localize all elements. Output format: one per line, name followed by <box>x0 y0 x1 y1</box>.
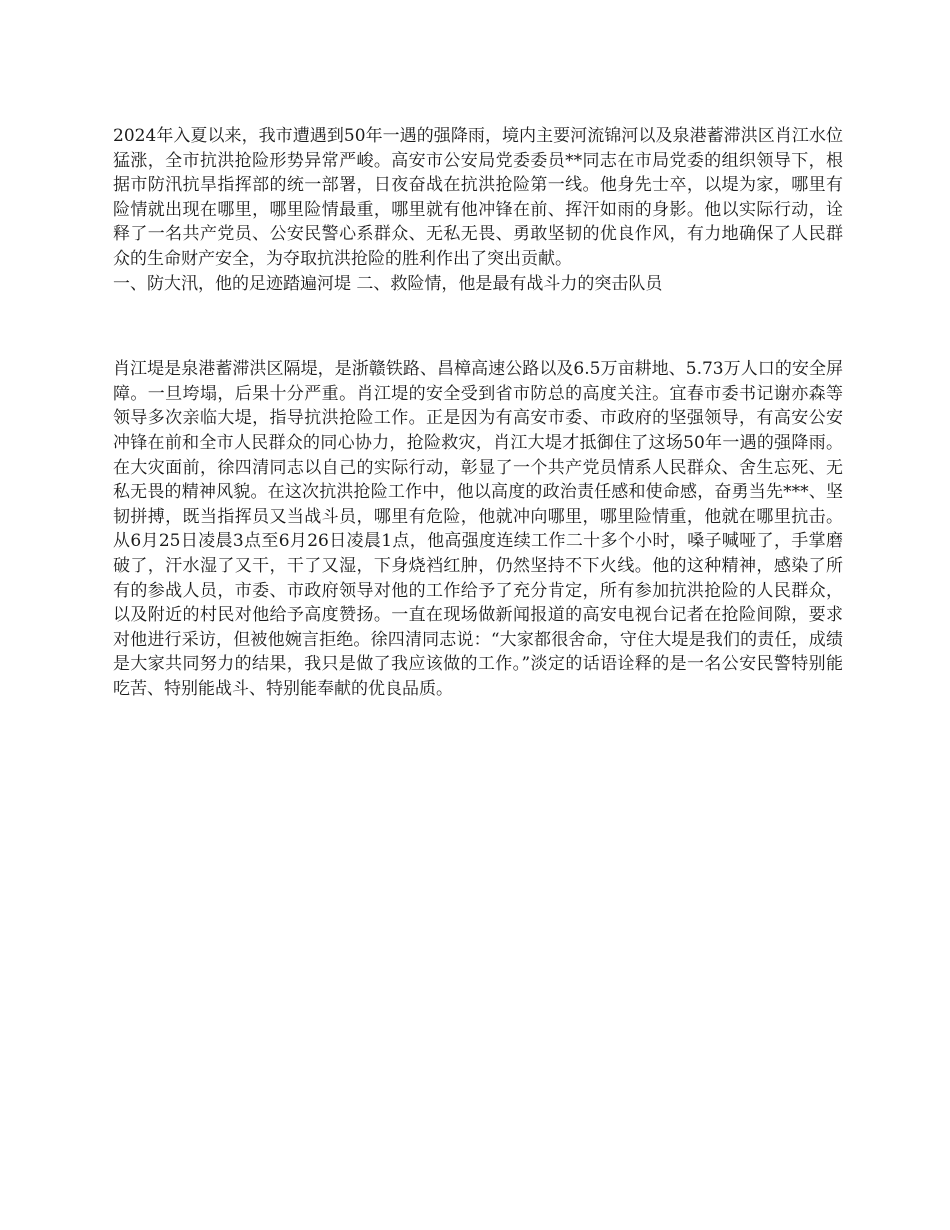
intro-paragraph: 2024年入夏以来，我市遭遇到50年一遇的强降雨，境内主要河流锦河以及泉港蓄滞洪区肖江水位猛涨，全市抗洪抢险形势异常严峻。高安市公安局党委委员**同志在市局党委的组织领导下，根据市防汛抗旱指挥部的统一部署，日夜奋战在抗洪抢险第一线。他身先士卒，以堤为家，哪里有险情就出现在哪里，哪里险情最重，哪里就有他冲锋在前、挥汗如雨的身影。他以实际行动，诠释了一名共产党员、公安民警心系群众、无私无畏、勇敢坚韧的优良作风，有力地确保了人民群众的生命财产安全，为夺取抗洪抢险的胜利作出了突出贡献。 <box>113 126 843 269</box>
section-headings: 一、防大汛，他的足迹踏遍河堤 二、救险情，他是最有战斗力的突击队员 <box>113 273 663 294</box>
body-paragraph: 肖江堤是泉港蓄滞洪区隔堤，是浙赣铁路、昌樟高速公路以及6.5万亩耕地、5.73万人口的安全屏障。一旦垮塌，后果十分严重。肖江堤的安全受到省市防总的高度关注。宜春市委书记谢亦森等领导多次亲临大堤，指导抗洪抢险工作。正是因为有高安市委、市政府的坚强领导，有高安公安冲锋在前和全市人民群众的同心协力，抢险救灾，肖江大堤才抵御住了这场50年一遇的强降雨。在大灾面前，徐四清同志以自己的实际行动，彰显了一个共产党员情系人民群众、舍生忘死、无私无畏的精神风貌。在这次抗洪抢险工作中，他以高度的政治责任感和使命感，奋勇当先***、坚韧拼搏，既当指挥员又当战斗员，哪里有危险，他就冲向哪里，哪里险情重，他就在哪里抗击。从6月25日凌晨3点至6月26日凌晨1点，他高强度连续工作二十多个小时，嗓子喊哑了，手掌磨破了，汗水湿了又干，干了又湿，下身烧裆红肿，仍然坚持不下火线。他的这种精神，感染了所有的参战人员，市委、市政府领导对他的工作给予了充分肯定，所有参加抗洪抢险的人民群众，以及附近的村民对他给予高度赞扬。一直在现场做新闻报道的高安电视台记者在抢险间隙，要求对他进行采访，但被他婉言拒绝。徐四清同志说：“大家都很舍命，守住大堤是我们的责任，成绩是大家共同努力的结果，我只是做了我应该做的工作。”淡定的话语诠释的是一名公安民警特别能吃苦、特别能战斗、特别能奉献的优良品质。 <box>113 359 843 699</box>
document-body <box>113 124 843 701</box>
